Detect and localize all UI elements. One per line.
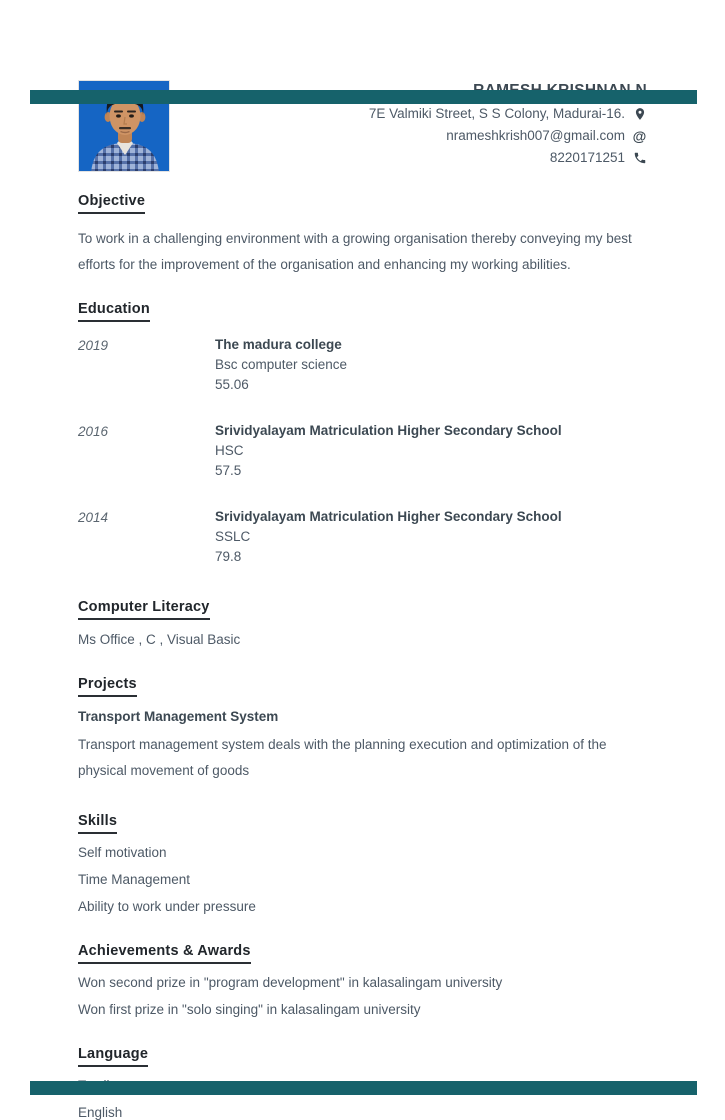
education-details bbox=[215, 423, 647, 484]
education-score: 57.5 bbox=[215, 463, 242, 478]
language-item: English bbox=[78, 1105, 123, 1120]
project-description: Transport management system deals with the planning execution and optimization of the physical movement of goods bbox=[78, 737, 607, 778]
top-accent-bar bbox=[30, 90, 697, 104]
contact-email bbox=[369, 128, 647, 143]
education-title: Education bbox=[78, 301, 150, 322]
projects-title: Projects bbox=[78, 676, 137, 697]
education-institution: Srividyalayam Matriculation Higher Secondary School bbox=[215, 509, 562, 524]
education-score: 55.06 bbox=[215, 377, 249, 392]
computer-literacy-title: Computer Literacy bbox=[78, 599, 210, 620]
section-skills bbox=[78, 812, 647, 914]
skill-item: Ability to work under pressure bbox=[78, 899, 256, 914]
contact-phone bbox=[369, 150, 647, 165]
achievement-item: Won second prize in "program development" in kalasalingam university bbox=[78, 975, 503, 990]
project-title: Transport Management System bbox=[78, 709, 279, 724]
resume-content bbox=[0, 80, 725, 1120]
address-text: 7E Valmiki Street, S S Colony, Madurai-16. bbox=[368, 106, 625, 121]
education-entry bbox=[78, 423, 647, 484]
resume-page bbox=[0, 80, 725, 1120]
objective-title: Objective bbox=[78, 193, 145, 214]
section-computer-literacy bbox=[78, 598, 647, 647]
section-objective bbox=[78, 192, 647, 278]
bottom-accent-bar bbox=[30, 1081, 697, 1095]
email-text: nrameshkrish007@gmail.com bbox=[446, 128, 625, 143]
language-title: Language bbox=[78, 1046, 148, 1067]
section-projects bbox=[78, 675, 647, 784]
contact-address bbox=[369, 106, 647, 121]
at-sign-icon: @ bbox=[632, 127, 647, 144]
phone-text: 8220171251 bbox=[549, 150, 625, 165]
education-entry bbox=[78, 337, 647, 398]
education-program: Bsc computer science bbox=[215, 357, 348, 372]
section-achievements bbox=[78, 942, 647, 1017]
education-program: HSC bbox=[215, 443, 244, 458]
education-details bbox=[215, 337, 647, 398]
skill-item: Self motivation bbox=[78, 845, 167, 860]
education-year: 2019 bbox=[78, 338, 109, 353]
achievement-item: Won first prize in "solo singing" in kalasalingam university bbox=[78, 1002, 421, 1017]
phone-icon bbox=[632, 150, 647, 165]
computer-literacy-text: Ms Office , C , Visual Basic bbox=[78, 632, 241, 647]
education-institution: The madura college bbox=[215, 337, 342, 352]
objective-text: To work in a challenging environment with a growing organisation thereby conveying my best efforts for the improvement of the organisation and enhancing my working abilities. bbox=[78, 231, 632, 272]
education-institution: Srividyalayam Matriculation Higher Secondary School bbox=[215, 423, 562, 438]
education-year: 2014 bbox=[78, 510, 109, 525]
education-details bbox=[215, 509, 647, 570]
achievements-title: Achievements & Awards bbox=[78, 943, 251, 964]
section-education bbox=[78, 300, 647, 570]
skill-item: Time Management bbox=[78, 872, 191, 887]
education-year: 2016 bbox=[78, 424, 109, 439]
education-score: 79.8 bbox=[215, 549, 242, 564]
location-pin-icon bbox=[632, 106, 647, 121]
education-program: SSLC bbox=[215, 529, 251, 544]
education-entry bbox=[78, 509, 647, 570]
skills-title: Skills bbox=[78, 813, 117, 834]
